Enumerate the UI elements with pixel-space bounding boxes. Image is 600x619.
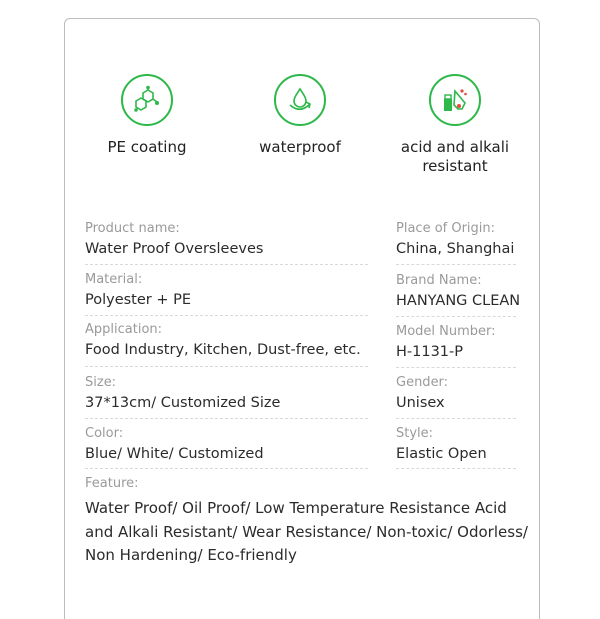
spec-value: China, Shanghai [396,241,515,257]
spec-brand-name [396,273,520,309]
spec-key: Style: [396,426,434,441]
divider [85,418,368,419]
spec-application [85,322,361,358]
spec-key: Application: [85,322,163,337]
spec-feature-value: Water Proof/ Oil Proof/ Low Temperature Resistance Acid and Alkali Resistant/ Wear Resistance/ Non-toxic/ Odorless/ Non Hardening/ Eco-friendly [85,499,528,564]
divider [396,316,516,317]
divider [396,264,516,265]
spec-color [85,426,264,462]
divider [396,468,516,469]
divider [396,367,516,368]
spec-product-name [85,221,263,257]
feature-pe-coating [67,74,227,157]
spec-key: Place of Origin: [396,221,496,236]
feature-waterproof [220,74,380,157]
divider [85,315,368,316]
spec-value: Polyester + PE [85,292,192,308]
feature-label: waterproof [259,138,341,156]
spec-gender [396,375,448,411]
spec-model-number [396,324,496,360]
feature-label [375,138,535,176]
feature-label: PE coating [107,138,187,156]
spec-key: Brand Name: [396,273,482,288]
divider [85,264,368,265]
water-drop-icon [274,74,326,126]
spec-value: Blue/ White/ Customized [85,446,264,462]
spec-material [85,272,191,308]
spec-feature-key: Feature: [85,476,139,491]
spec-value: HANYANG CLEAN [396,293,521,309]
spec-value: Elastic Open [396,446,487,462]
divider [396,418,516,419]
spec-key: Model Number: [396,324,496,339]
divider [85,468,368,469]
spec-key: Size: [85,375,117,390]
spec-key: Gender: [396,375,449,390]
molecule-icon [121,74,173,126]
spec-key: Product name: [85,221,180,236]
divider [85,366,368,367]
spec-value: Water Proof Oversleeves [85,241,264,257]
spec-value: 37*13cm/ Customized Size [85,395,281,411]
spec-key: Material: [85,272,143,287]
feature-label-line2: resistant [422,157,488,175]
spec-value: H-1131-P [396,344,464,360]
spec-value: Unisex [396,395,445,411]
spec-place-of-origin [396,221,514,257]
feature-label-line1: acid and alkali [400,138,510,156]
spec-size [85,375,280,411]
feature-acid-alkali [375,74,535,176]
test-tube-icon [429,74,481,126]
spec-style [396,426,487,462]
spec-key: Color: [85,426,124,441]
spec-value: Food Industry, Kitchen, Dust-free, etc. [85,342,361,358]
